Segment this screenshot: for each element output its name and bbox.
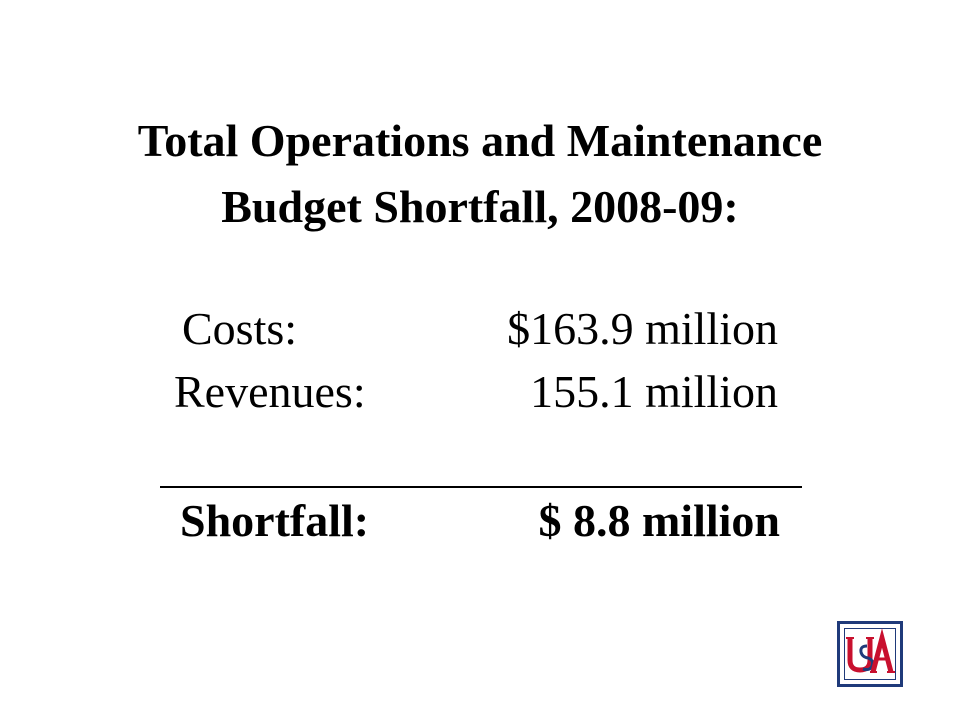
revenues-value: 155.1 million	[530, 366, 778, 417]
usa-logo	[837, 621, 903, 687]
costs-value: $163.9 million	[507, 303, 778, 354]
usa-logo-mark	[840, 624, 900, 684]
title-line-1: Total Operations and Maintenance	[137, 115, 823, 166]
revenues-row	[0, 365, 960, 419]
costs-label: Costs:	[182, 303, 298, 354]
shortfall-value: $ 8.8 million	[538, 495, 780, 546]
costs-row	[0, 302, 960, 356]
shortfall-row	[0, 494, 960, 548]
total-divider-line	[160, 486, 802, 488]
slide-title	[0, 108, 960, 240]
shortfall-label: Shortfall:	[180, 495, 370, 546]
title-line-2: Budget Shortfall, 2008-09:	[221, 181, 739, 232]
revenues-label: Revenues:	[174, 366, 366, 417]
